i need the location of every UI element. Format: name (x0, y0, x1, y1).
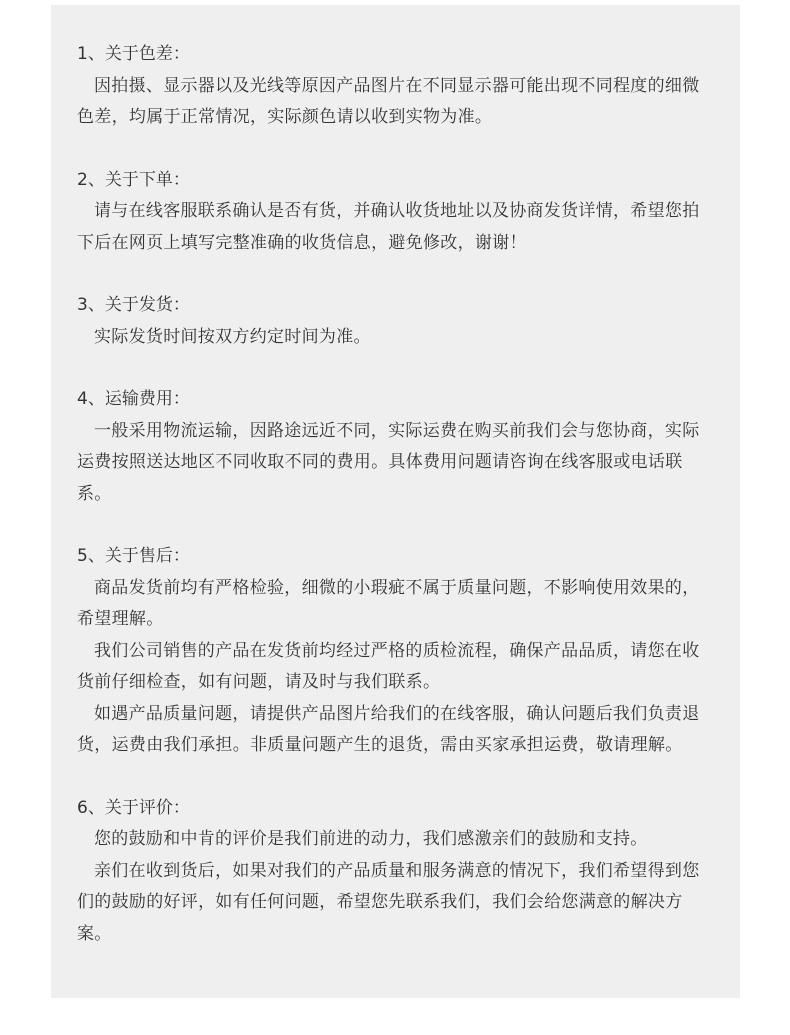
section-shipping (77, 290, 714, 353)
notice-panel (51, 5, 740, 998)
section-paragraph: 亲们在收到货后，如果对我们的产品质量和服务满意的情况下，我们希望得到您们的鼓励的好评，如有任何问题，希望您先联系我们，我们会给您满意的解决方案。 (77, 860, 700, 944)
section-shipping-fees (77, 384, 714, 510)
section-heading: 5、关于售后： (77, 546, 190, 566)
section-paragraph: 我们公司销售的产品在发货前均经过严格的质检流程，确保产品品质，请您在收货前仔细检查，如有问题，请及时与我们联系。 (77, 640, 700, 692)
section-heading: 2、关于下单： (77, 169, 190, 190)
section-paragraph: 实际发货时间按双方约定时间为准。 (94, 326, 371, 347)
section-paragraph: 您的鼓励和中肯的评价是我们前进的动力，我们感激亲们的鼓励和支持。 (94, 829, 648, 849)
section-color-difference (77, 39, 714, 134)
section-paragraph: 如遇产品质量问题，请提供产品图片给我们的在线客服，确认问题后我们负责退货，运费由我们承担。非质量问题产生的退货，需由买家承担运费，敬请理解。 (77, 703, 700, 755)
section-paragraph: 请与在线客服联系确认是否有货，并确认收货地址以及协商发货详情，希望您拍下后在网页上填写完整准确的收货信息，避免修改，谢谢！ (77, 201, 700, 253)
section-heading: 6、关于评价： (77, 797, 190, 818)
section-heading: 3、关于发货： (77, 295, 190, 315)
section-paragraph: 一般采用物流运输，因路途远近不同，实际运费在购买前我们会与您协商，实际运费按照送达地区不同收取不同的费用。具体费用问题请咨询在线客服或电话联系。 (77, 420, 700, 504)
section-heading: 1、关于色差： (77, 44, 190, 64)
section-after-sales (77, 541, 714, 762)
section-paragraph: 因拍摄、显示器以及光线等原因产品图片在不同显示器可能出现不同程度的细微色差，均属于正常情况，实际颜色请以收到实物为准。 (77, 75, 700, 127)
section-ordering (77, 165, 714, 260)
section-reviews (77, 793, 714, 951)
section-paragraph: 商品发货前均有严格检验，细微的小瑕疵不属于质量问题，不影响使用效果的，希望理解。 (77, 577, 700, 629)
section-heading: 4、运输费用： (77, 389, 190, 409)
